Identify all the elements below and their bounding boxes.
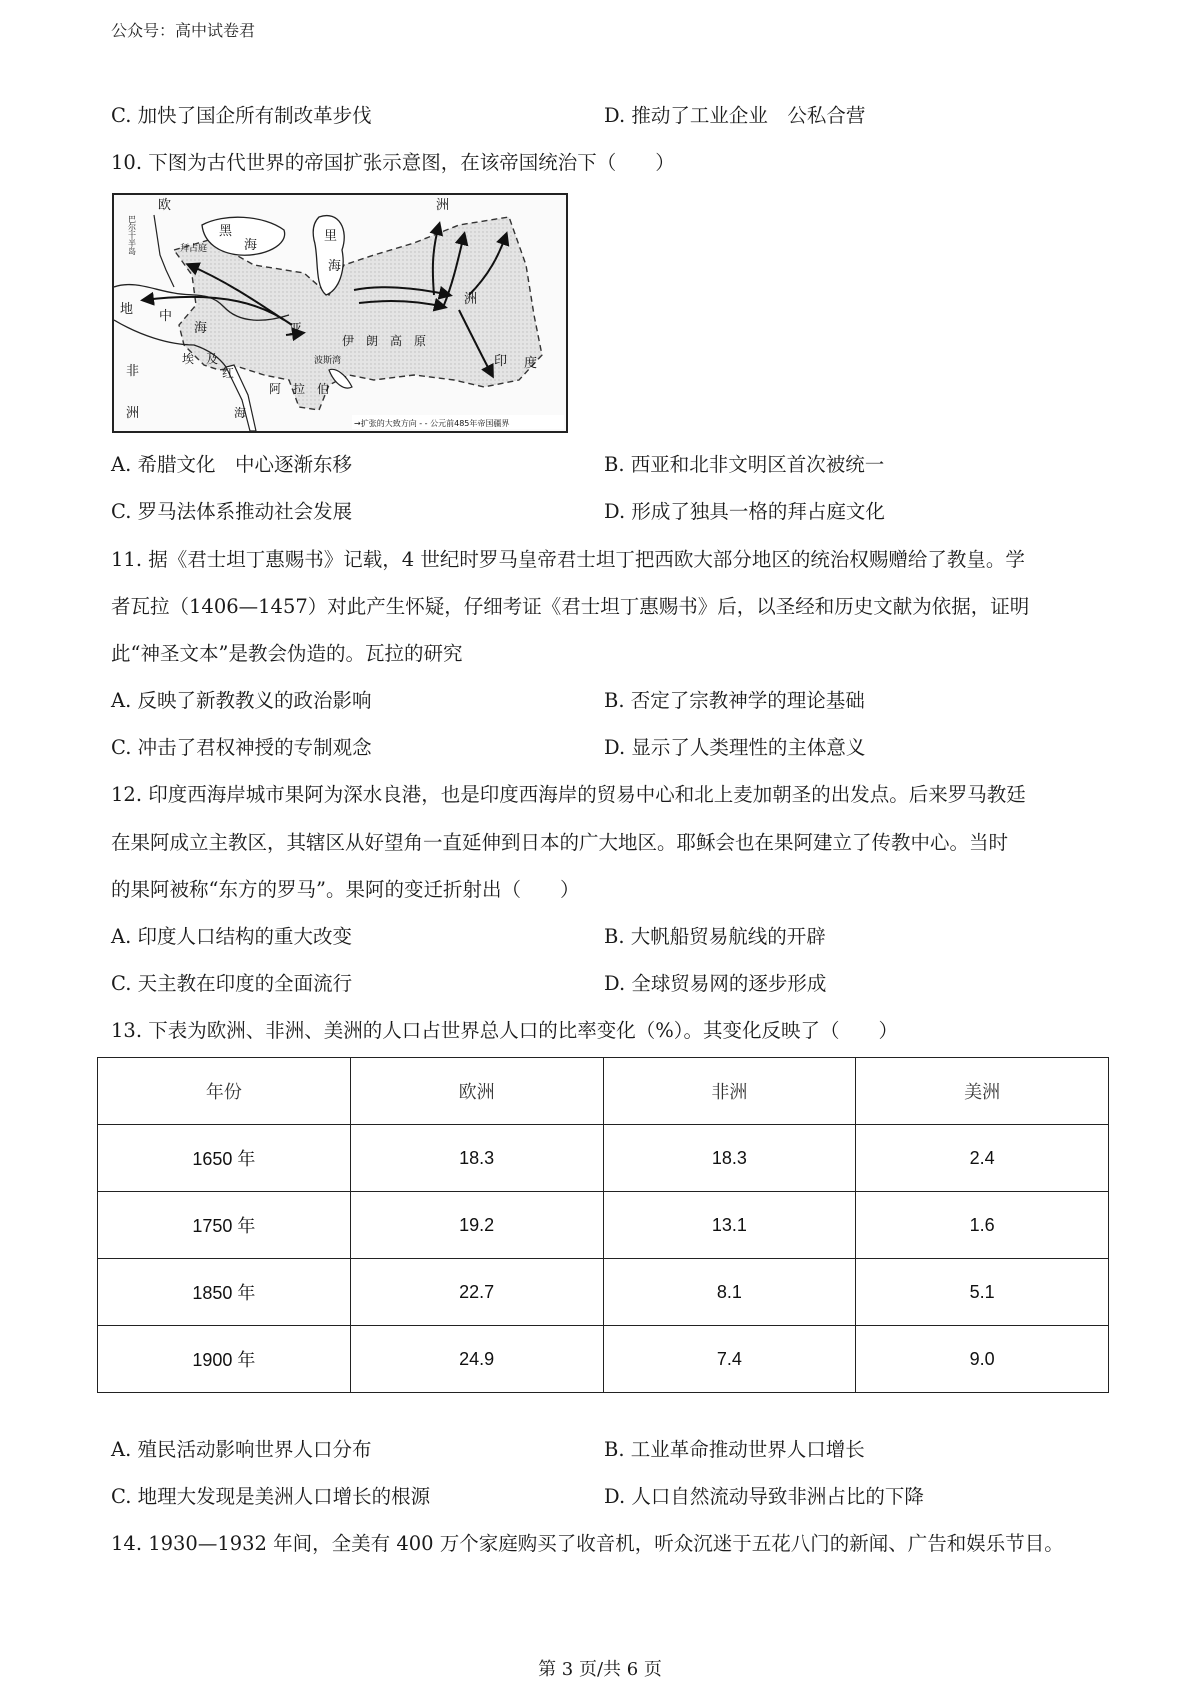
q13-option-a[interactable]: A. 殖民活动影响世界人口分布	[111, 1438, 372, 1461]
population-table	[97, 1057, 1109, 1393]
table-row	[98, 1192, 1109, 1259]
map-label-africa-1: 非	[126, 364, 140, 379]
q14-stem-line-1: 14. 1930—1932 年间，全美有 400 万个家庭购买了收音机，听众沉迷于五花八门的新闻、广告和娱乐节目。	[111, 1532, 1064, 1555]
map-label-iran: 伊 朗 高 原	[342, 334, 427, 348]
map-label-balkan: 巴尔干半岛	[127, 215, 137, 255]
page-header: 公众号：高中试卷君	[111, 21, 256, 40]
q12-option-b[interactable]: B. 大帆船贸易航线的开辟	[604, 925, 826, 948]
q13-option-b[interactable]: B. 工业革命推动世界人口增长	[604, 1438, 865, 1461]
table-cell: 2.4	[856, 1125, 1109, 1192]
table-cell: 5.1	[856, 1259, 1109, 1326]
table-cell: 1650 年	[98, 1125, 351, 1192]
map-label-redsea-2: 海	[234, 406, 247, 420]
table-cell: 9.0	[856, 1326, 1109, 1393]
q12-option-c[interactable]: C. 天主教在印度的全面流行	[111, 972, 353, 995]
map-label-med-1: 地	[120, 302, 134, 317]
empire-map	[112, 193, 568, 433]
map-label-india-2: 度	[524, 356, 538, 371]
table-row	[98, 1259, 1109, 1326]
q11-stem-line-1: 11. 据《君士坦丁惠赐书》记载，4 世纪时罗马皇帝君士坦丁把西欧大部分地区的统治权赐赠给了教皇。学	[111, 548, 1025, 571]
table-cell: 1.6	[856, 1192, 1109, 1259]
table-header-cell: 美洲	[856, 1058, 1109, 1125]
map-label-caspian-2: 海	[328, 259, 342, 274]
q10-stem: 10. 下图为古代世界的帝国扩张示意图，在该帝国统治下（ ）	[111, 151, 675, 174]
map-label-med-3: 海	[194, 321, 208, 336]
q9-option-d[interactable]: D. 推动了工业企业 公私合营	[604, 104, 866, 127]
map-label-africa-2: 洲	[126, 406, 140, 421]
q12-option-d[interactable]: D. 全球贸易网的逐步形成	[604, 972, 827, 995]
table-row	[98, 1326, 1109, 1393]
table-cell: 7.4	[603, 1326, 856, 1393]
map-label-arabia: 阿 拉 伯	[269, 382, 330, 396]
map-label-persiangulf: 波斯湾	[314, 356, 342, 366]
table-cell: 22.7	[350, 1259, 603, 1326]
q12-stem-line-3: 的果阿被称“东方的罗马”。果阿的变迁折射出（ ）	[111, 878, 580, 901]
map-label-asia-2: 洲	[464, 292, 478, 307]
q11-option-a[interactable]: A. 反映了新教教义的政治影响	[111, 689, 372, 712]
q10-option-a[interactable]: A. 希腊文化 中心逐渐东移	[111, 453, 352, 476]
table-header-cell: 年份	[98, 1058, 351, 1125]
q11-option-d[interactable]: D. 显示了人类理性的主体意义	[604, 736, 866, 759]
q11-stem-line-2: 者瓦拉（1406—1457）对此产生怀疑，仔细考证《君士坦丁惠赐书》后，以圣经和历史文献为依据，证明	[111, 595, 1030, 618]
table-cell: 19.2	[350, 1192, 603, 1259]
page-footer: 第 3 页/共 6 页	[538, 1659, 662, 1680]
q12-stem-line-1: 12. 印度西海岸城市果阿为深水良港，也是印度西海岸的贸易中心和北上麦加朝圣的出发点。后来罗马教廷	[111, 783, 1026, 806]
map-label-europe-1: 欧	[158, 198, 172, 213]
map-label-blacksea-2: 海	[244, 238, 258, 253]
map-label-blacksea-1: 黑	[219, 224, 233, 239]
map-label-med-2: 中	[159, 309, 173, 324]
table-header-cell: 欧洲	[350, 1058, 603, 1125]
q12-option-a[interactable]: A. 印度人口结构的重大改变	[111, 925, 352, 948]
map-label-europe-2: 洲	[436, 198, 450, 213]
q13-option-c[interactable]: C. 地理大发现是美洲人口增长的根源	[111, 1485, 431, 1508]
table-cell: 18.3	[350, 1125, 603, 1192]
table-header-cell: 非洲	[603, 1058, 856, 1125]
table-cell: 8.1	[603, 1259, 856, 1326]
q10-option-b[interactable]: B. 西亚和北非文明区首次被统一	[604, 453, 885, 476]
map-legend: →扩张的大致方向 - - 公元前485年帝国疆界	[354, 419, 510, 428]
map-label-caspian-1: 里	[324, 229, 338, 244]
table-cell: 24.9	[350, 1326, 603, 1393]
table-header-row	[98, 1058, 1109, 1125]
q9-option-c[interactable]: C. 加快了国企所有制改革步伐	[111, 104, 372, 127]
q11-option-c[interactable]: C. 冲击了君权神授的专制观念	[111, 736, 372, 759]
table-cell: 1900 年	[98, 1326, 351, 1393]
table-cell: 13.1	[603, 1192, 856, 1259]
q10-option-d[interactable]: D. 形成了独具一格的拜占庭文化	[604, 500, 885, 523]
q11-option-b[interactable]: B. 否定了宗教神学的理论基础	[604, 689, 865, 712]
q10-option-c[interactable]: C. 罗马法体系推动社会发展	[111, 500, 353, 523]
q11-stem-line-3: 此“神圣文本”是教会伪造的。瓦拉的研究	[111, 642, 463, 665]
q13-stem: 13. 下表为欧洲、非洲、美洲的人口占世界总人口的比率变化（%）。其变化反映了（ ）	[111, 1019, 898, 1042]
table-cell: 1750 年	[98, 1192, 351, 1259]
q12-stem-line-2: 在果阿成立主教区，其辖区从好望角一直延伸到日本的广大地区。耶稣会也在果阿建立了传教中心。当时	[111, 831, 1009, 854]
q13-option-d[interactable]: D. 人口自然流动导致非洲占比的下降	[604, 1485, 924, 1508]
map-label-asia-1: 亚	[289, 322, 303, 337]
empire-map-drawing	[114, 195, 566, 431]
table-cell: 18.3	[603, 1125, 856, 1192]
map-label-india-1: 印	[494, 354, 508, 369]
table-row	[98, 1125, 1109, 1192]
map-label-redsea-1: 红	[222, 366, 235, 380]
map-label-byzantium: 拜占庭	[180, 244, 208, 254]
map-label-egypt: 埃 及	[182, 352, 219, 366]
table-cell: 1850 年	[98, 1259, 351, 1326]
